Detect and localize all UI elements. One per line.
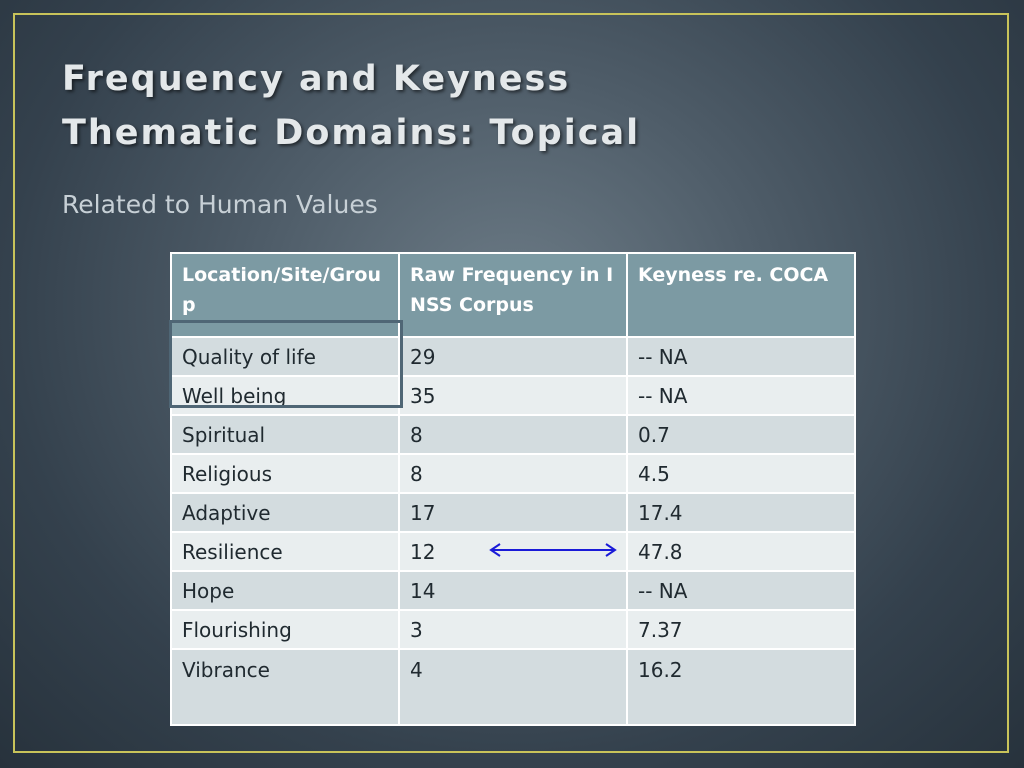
highlight-rectangle: [169, 320, 403, 408]
cell-term: Spiritual: [171, 415, 399, 454]
table-row: [171, 649, 855, 725]
header-location: Location/Site/Group: [171, 253, 399, 337]
cell-frequency: 29: [399, 337, 627, 376]
cell-keyness: -- NA: [627, 571, 855, 610]
cell-term: Well being: [171, 376, 399, 415]
cell-frequency: 14: [399, 571, 627, 610]
cell-term: Religious: [171, 454, 399, 493]
cell-term: Vibrance: [171, 649, 399, 725]
table-row: [171, 610, 855, 649]
title-line-1: Frequency and Keyness: [62, 59, 571, 99]
cell-keyness: 47.8: [627, 532, 855, 571]
cell-keyness: -- NA: [627, 376, 855, 415]
cell-frequency: 4: [399, 649, 627, 725]
cell-frequency: 12: [399, 532, 627, 571]
slide-title: [62, 52, 640, 160]
cell-keyness: 4.5: [627, 454, 855, 493]
cell-keyness: 7.37: [627, 610, 855, 649]
cell-frequency: 8: [399, 415, 627, 454]
cell-frequency: 8: [399, 454, 627, 493]
cell-keyness: 16.2: [627, 649, 855, 725]
cell-term: Quality of life: [171, 337, 399, 376]
cell-frequency: 17: [399, 493, 627, 532]
title-line-2: Thematic Domains: Topical: [62, 113, 641, 153]
cell-frequency: 35: [399, 376, 627, 415]
cell-keyness: 17.4: [627, 493, 855, 532]
cell-frequency: 3: [399, 610, 627, 649]
cell-term: Adaptive: [171, 493, 399, 532]
table-row: [171, 454, 855, 493]
cell-term: Flourishing: [171, 610, 399, 649]
cell-keyness: -- NA: [627, 337, 855, 376]
double-headed-arrow-icon: [488, 541, 618, 559]
table-row: [171, 571, 855, 610]
table-row: [171, 415, 855, 454]
header-raw-frequency: Raw Frequency in INSS Corpus: [399, 253, 627, 337]
cell-keyness: 0.7: [627, 415, 855, 454]
slide-subtitle: Related to Human Values: [62, 190, 378, 219]
cell-term: Hope: [171, 571, 399, 610]
header-keyness: Keyness re. COCA: [627, 253, 855, 337]
table-row: [171, 493, 855, 532]
cell-term: Resilience: [171, 532, 399, 571]
